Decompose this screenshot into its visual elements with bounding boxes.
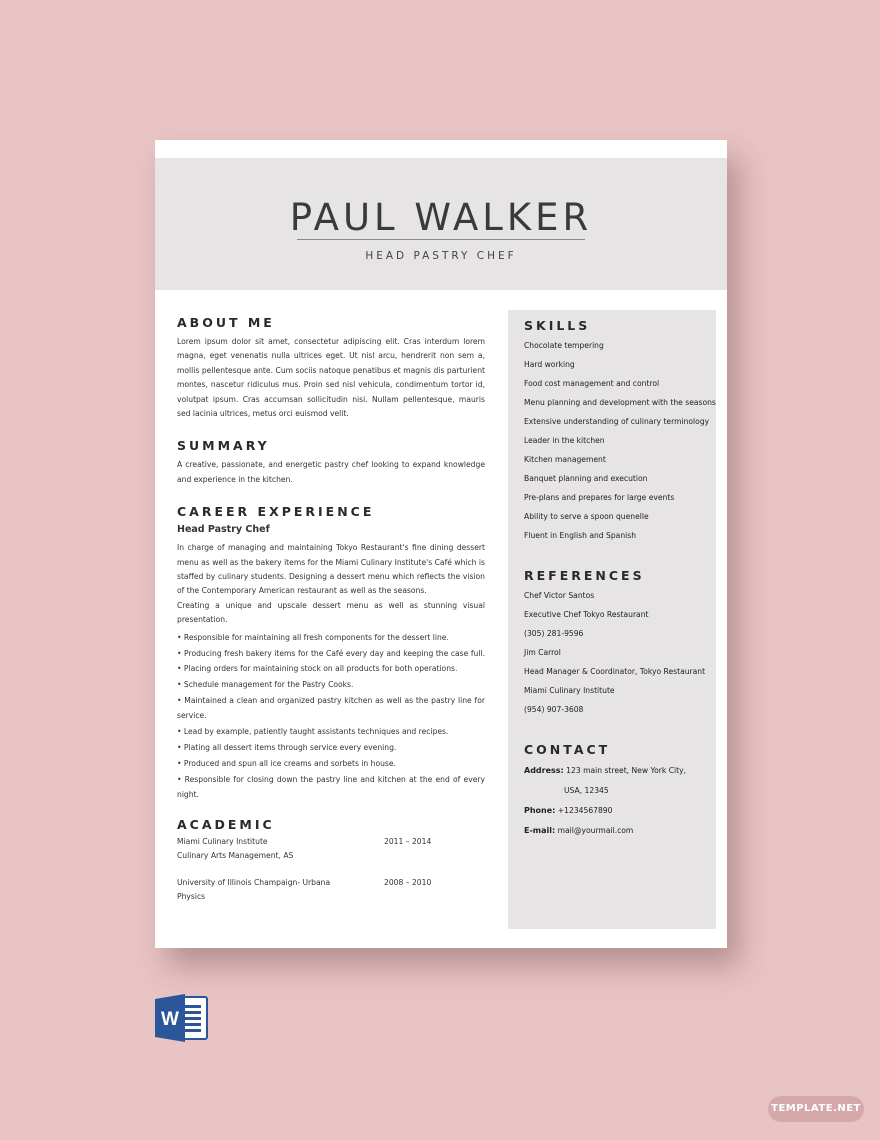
word-icon xyxy=(155,994,209,1042)
name-underline xyxy=(297,239,585,240)
career-description: In charge of managing and maintaining Tokyo Restaurant's fine dining dessert menu as well as the bakery items for the Miami Culinary Institute's Café which is staffed by culinary students. Designing a dessert menu which reflects the vision of the Contemporary American restaurant as well as the seasons. xyxy=(177,543,485,596)
academic-degree: Physics xyxy=(177,891,206,901)
career-bullet: • Lead by example, patiently taught assistants techniques and recipes. xyxy=(177,726,449,736)
skill-item: Leader in the kitchen xyxy=(524,436,605,445)
contact-email xyxy=(524,821,714,841)
address-line-2: USA, 12345 xyxy=(564,786,609,795)
contact-block xyxy=(524,761,714,841)
academic-heading: ACADEMIC xyxy=(177,816,275,832)
about-text: Lorem ipsum dolor sit amet, consectetur adipiscing elit. Cras interdum lorem magna, eget venenatis nulla ultrices eget. Ut nisl arcu, hendrerit non sem a, mollis pellentesque ante. Cum sociis natoque penatibus et magnis dis parturient montes, nascetur ridiculus mus. Proin sed nisl vehicula, condimentum tortor id, volutpat ipsum. Cras accumsan sollicitudin nisi. Nullam pellentesque, mauris sed lacinia ultrices, metus orci euismod velit. xyxy=(177,337,485,419)
academic-degree: Culinary Arts Management, AS xyxy=(177,850,294,860)
address-label: Address: xyxy=(524,766,564,775)
template-net-badge[interactable]: TEMPLATE.NET xyxy=(768,1096,864,1122)
skill-item: Food cost management and control xyxy=(524,379,660,388)
skills-heading: SKILLS xyxy=(524,318,591,333)
skill-item: Ability to serve a spoon quenelle xyxy=(524,512,649,521)
academic-school-row xyxy=(177,835,485,849)
skill-item: Fluent in English and Spanish xyxy=(524,531,637,540)
academic-entry xyxy=(177,835,485,863)
references-heading: REFERENCES xyxy=(524,568,645,583)
skill-item: Kitchen management xyxy=(524,455,606,464)
reference-item: Jim Carrol xyxy=(524,648,561,657)
career-heading: CAREER EXPERIENCE xyxy=(177,504,375,520)
references-list xyxy=(524,586,714,719)
career-bullet: • Schedule management for the Pastry Cooks. xyxy=(177,679,354,689)
skills-list xyxy=(524,336,714,545)
skill-item: Menu planning and development with the seasons xyxy=(524,398,716,407)
career-role: Head Pastry Chef xyxy=(177,524,270,536)
summary-text: A creative, passionate, and energetic pastry chef looking to expand knowledge and experience in the kitchen. xyxy=(177,460,485,484)
reference-item: Miami Culinary Institute xyxy=(524,686,615,695)
academic-school: University of Illinois Champaign- Urbana xyxy=(177,877,331,887)
resume-header xyxy=(155,158,727,290)
right-sidebar xyxy=(508,310,716,929)
summary-heading: SUMMARY xyxy=(177,438,270,454)
career-bullet: • Producing fresh bakery items for the Café every day and keeping the case full. • Placing orders for maintaining stock on all products for both operations. xyxy=(177,648,485,673)
email-label: E-mail: xyxy=(524,826,556,835)
skill-item: Chocolate tempering xyxy=(524,341,604,350)
phone-label: Phone: xyxy=(524,806,556,815)
contact-address xyxy=(524,761,714,781)
sidebar-content xyxy=(524,318,714,841)
career-bullet: • Maintained a clean and organized pastry kitchen as well as the pastry line for service. xyxy=(177,695,485,720)
resume-name: PAUL WALKER xyxy=(289,196,593,239)
academic-entry xyxy=(177,876,485,904)
resume-job-title: HEAD PASTRY CHEF xyxy=(365,250,517,262)
academic-years: 2008 – 2010 xyxy=(384,877,432,887)
career-description-2: Creating a unique and upscale dessert menu as well as stunning visual presentation. xyxy=(177,600,485,625)
reference-item: (954) 907-3608 xyxy=(524,705,584,714)
reference-item: Head Manager & Coordinator, Tokyo Restaurant xyxy=(524,667,706,676)
skill-item: Banquet planning and execution xyxy=(524,474,648,483)
resume-document xyxy=(155,140,727,948)
career-bullet: • Responsible for closing down the pastry line and kitchen at the end of every night. xyxy=(177,774,485,799)
reference-item: Chef Victor Santos xyxy=(524,591,595,600)
academic-school: Miami Culinary Institute xyxy=(177,836,268,846)
skill-item: Hard working xyxy=(524,360,575,369)
phone-value: +1234567890 xyxy=(557,806,613,815)
contact-phone xyxy=(524,801,714,821)
about-heading: ABOUT ME xyxy=(177,315,275,330)
career-bullet: • Produced and spun all ice creams and sorbets in house. xyxy=(177,758,396,768)
career-bullets xyxy=(177,630,485,802)
left-column xyxy=(177,315,485,904)
address-line-1: 123 main street, New York City, xyxy=(566,766,686,775)
career-bullet: • Responsible for maintaining all fresh components for the dessert line. xyxy=(177,632,449,642)
career-bullet: • Plating all dessert items through service every evening. xyxy=(177,742,397,752)
academic-school-row xyxy=(177,876,485,890)
skill-item: Pre-plans and prepares for large events xyxy=(524,493,675,502)
email-value: mail@yourmail.com xyxy=(557,826,634,835)
academic-years: 2011 – 2014 xyxy=(384,836,432,846)
reference-item: (305) 281-9596 xyxy=(524,629,584,638)
skill-item: Extensive understanding of culinary terminology xyxy=(524,417,710,426)
svg-text:W: W xyxy=(161,1009,179,1030)
reference-item: Executive Chef Tokyo Restaurant xyxy=(524,610,649,619)
contact-heading: CONTACT xyxy=(524,742,611,757)
